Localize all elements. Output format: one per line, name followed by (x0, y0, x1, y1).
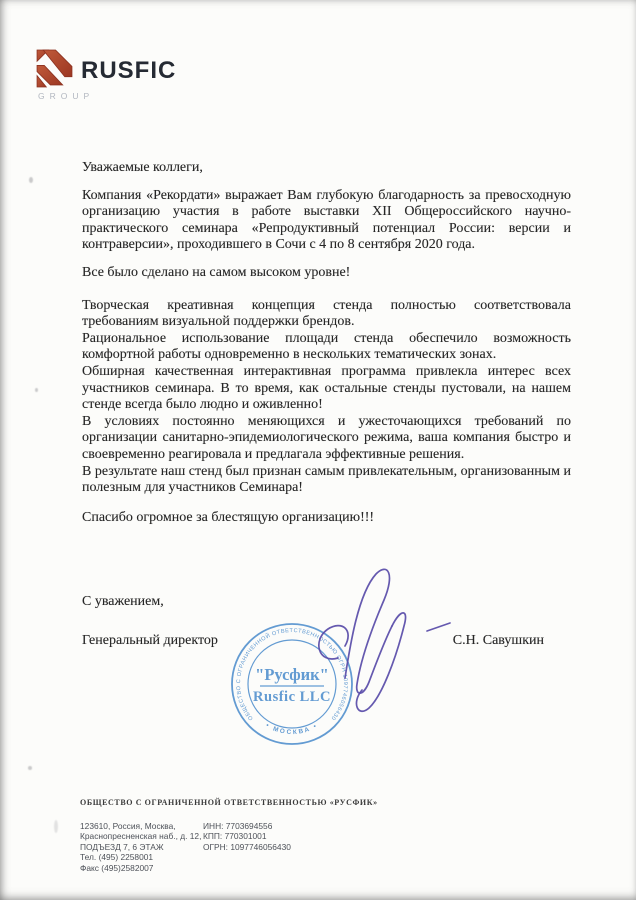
stamp-bottom-text: • МОСКВА • (264, 722, 320, 737)
rusfic-logo-icon (36, 49, 73, 88)
paragraph-thanks: Спасибо огромное за блестящую организацию!!! (82, 509, 375, 525)
paragraph: Творческая креативная концепция стенда полностью соответствовала требованиям визуальной поддержки брендов. (82, 297, 571, 330)
footer-registration (203, 821, 291, 873)
paragraph-intro: Компания «Рекордати» выражает Вам глубокую благодарность за превосходную организацию участия в работе выставки XII Общероссийского научно-практического семинара «Репродуктивный потенциал России: версии и контраверсии», проходившего в Сочи с 4 по 8 сентября 2020 года. (82, 187, 571, 253)
scan-speck (28, 766, 32, 770)
stamp-center-name-en: Rusfic LLC (253, 689, 331, 705)
handwritten-signature (298, 566, 456, 718)
scan-speck (29, 177, 33, 183)
reg-line: ОГРН: 1097746056430 (203, 841, 291, 852)
stamp-ring-text: ОБЩЕСТВО С ОГРАНИЧЕННОЙ ОТВЕТСТВЕННОСТЬЮ ОГРН 1097746056430 (235, 627, 349, 722)
signer-title: Генеральный директор (82, 632, 218, 648)
closing: С уважением, (82, 594, 164, 610)
address-line: Факс (495)2582007 (80, 862, 154, 873)
paragraph: Рациональное использование площади стенда обеспечило возможность комфортной работы одновременно в нескольких тематических зонах. (82, 330, 571, 363)
scan-speck (35, 388, 38, 392)
footer-address (80, 821, 203, 873)
address-line: Краснопресненская наб., д. 12, (80, 831, 202, 842)
company-logo (36, 49, 176, 101)
stamp-center-name-ru: "Русфик" (255, 665, 329, 684)
brand-wordmark: RUSFIC (81, 56, 177, 84)
address-line: 123610, Россия, Москва, (80, 821, 176, 831)
address-line: Тел. (495) 2258001 (80, 852, 154, 863)
signer-name: С.Н. Савушкин (452, 632, 544, 648)
paragraph: В результате наш стенд был признан самым привлекательным, организованным и полезным для участников Семинара! (82, 463, 571, 496)
brand-group-label: GROUP (38, 91, 95, 101)
footer-details (80, 821, 291, 873)
footer-company-name: ОБЩЕСТВО С ОГРАНИЧЕННОЙ ОТВЕТСТВЕННОСТЬЮ «РУСФИК» (80, 798, 378, 807)
salutation: Уважаемые коллеги, (82, 160, 203, 175)
paragraph-level: Все было сделано на самом высоком уровне! (82, 264, 351, 280)
paragraph: Обширная качественная интерактивная программа привлекла интерес всех участников семинара. В то время, как остальные стенды пустовали, на нашем стенде всегда было людно и оживленно! (82, 363, 571, 413)
address-line: ПОДЪЕЗД 7, 6 ЭТАЖ (80, 841, 164, 852)
scan-speck (54, 820, 58, 833)
reg-line: ИНН: 7703694556 (203, 821, 273, 831)
paragraph: В условиях постоянно меняющихся и ужесточающихся требований по организации санитарно-эпидемиологического режима, ваша компания быстро и своевременно реагировала и предлагала эффективные решения. (82, 413, 571, 462)
reg-line: КПП: 770301001 (203, 831, 267, 842)
